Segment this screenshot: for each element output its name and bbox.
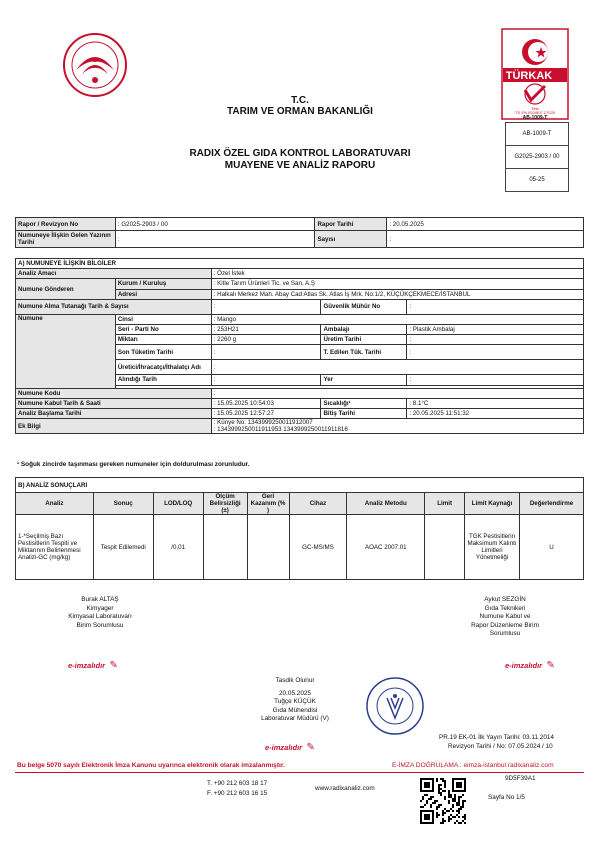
extra-info-label: Ek Bilgi (16, 419, 212, 434)
cell-metot: AOAC 2007.01 (347, 515, 425, 580)
production-label: Üretim Tarihi (321, 335, 407, 345)
cert-report-no: G2025-2903 / 00 (506, 146, 568, 169)
form-first-date: PR.19 EK-01 İlk Yayın Tarihi: 03.11.2014 (439, 734, 554, 741)
type-label: Cinsi (115, 314, 211, 324)
eimza-left: e-imzalıdır ✎ (68, 660, 118, 671)
report-no-label: Rapor / Revizyon No (16, 218, 116, 231)
col-header: Değerlendirme (519, 493, 583, 515)
ministry-seal (62, 32, 128, 98)
batch-value: : 253H21 (211, 324, 321, 334)
address-value: : Halkalı Merkez Mah. Abay Cad Atlas Sk. Atlas İş Mrk. No:1/2, KÜÇÜKÇEKMECE/İSTANBUL (211, 289, 583, 299)
report-date-label: Rapor Tarihi (315, 218, 387, 231)
section-b-title: B) ANALİZ SONUÇLARI (16, 478, 584, 493)
cell-analiz: 1-*Seçilmiş Bazı Pestisitlerin Tespiti ve Miktarının Belirlenmesi Analizi-GC (mg/kg) (16, 515, 94, 580)
minutes-value: : (211, 299, 321, 314)
suggested-date-value: : (407, 345, 584, 360)
cold-chain-note: ¹ Soğuk zincirde taşınması gereken numuneler için doldurulması zorunludur. (17, 461, 250, 468)
turkak-wordmark: TÜRKAK (505, 70, 553, 82)
cert-date: 05-25 (529, 177, 545, 183)
cell-limit (425, 515, 465, 580)
turkak-logo (501, 28, 569, 120)
temperature-label: Sıcaklığı¹ (321, 398, 407, 408)
signer-right-title: Gıda Teknikeri (484, 604, 526, 612)
letter-date-value: : (115, 231, 315, 248)
place-value: : (407, 375, 584, 385)
turkak-sub1: Test (531, 106, 539, 111)
extra-info-value: : Künye No: 1343999250011912007 : 1343999250011911953 1343999250011911816 (211, 419, 583, 434)
col-header: Geri Kazanım (% ) (247, 493, 289, 515)
quantity-label: Miktarı (115, 335, 211, 345)
approval-date: 20.05.2025 (279, 689, 311, 697)
seal-no-label: Güvenlik Mühür No (321, 299, 407, 314)
signer-right-role: Sorumlusu (489, 630, 521, 638)
producer-value: : (211, 360, 583, 375)
signer-left-name: Burak ALTAŞ (81, 596, 119, 603)
pen-icon: ✎ (306, 742, 315, 753)
qr-code (420, 778, 466, 824)
section-a-title: A) NUMUNEYE İLİŞKİN BİLGİLER (16, 259, 584, 269)
received-date-value: : (211, 375, 321, 385)
production-value: : (407, 335, 584, 345)
col-header: Sonuç (93, 493, 153, 515)
suggested-date-label: T. Edilen Tük. Tarihi (321, 345, 407, 360)
cell-cihaz: GC-MS/MS (289, 515, 347, 580)
end-date-label: Bitiş Tarihi (321, 408, 407, 418)
turkak-sub2: TS EN ISO/IEC 17025 (515, 110, 555, 115)
pen-icon: ✎ (109, 660, 118, 671)
batch-label: Seri - Parti No (115, 324, 211, 334)
report-no-value: : G2025-2903 / 00 (115, 218, 315, 231)
law-text: Bu belge 5070 sayılı Elektronik İmza Kanunu uyarınca elektronik olarak imzalanmıştır. (17, 762, 285, 769)
eimza-right: e-imzalıdır ✎ (505, 660, 555, 671)
verify-link[interactable]: E-İMZA DOĞRULAMA : eimza-istanbul.radixanaliz.com (392, 762, 554, 769)
expiry-value: : (211, 345, 321, 360)
sample-label: Numune (16, 314, 116, 388)
report-name: MUAYENE VE ANALİZ RAPORU (224, 160, 376, 171)
signer-center-title: Gıda Mühendisi (272, 706, 318, 714)
purpose-value: : Özel İstek (211, 269, 583, 279)
turkak-code: AB-1009-T (522, 115, 548, 120)
place-label: Yer (321, 375, 407, 385)
sender-label: Numune Gönderen (16, 279, 116, 299)
lab-name: RADIX ÖZEL GIDA KONTROL LABORATUVARI (189, 148, 411, 159)
received-date-label: Alındığı Tarih (115, 375, 211, 385)
org-line2: TARIM VE ORMAN BAKANLIĞI (227, 106, 373, 117)
col-header: Analiz (16, 493, 94, 515)
acceptance-value: : 15.05.2025 10:54:03 (211, 398, 321, 408)
sample-info-table (15, 258, 584, 434)
org-line1: T.C. (291, 95, 309, 106)
radix-stamp (365, 676, 425, 736)
signer-left-title: Kimyager (86, 604, 114, 612)
acceptance-label: Numune Kabul Tarih & Saati (16, 398, 212, 408)
start-date-value: : 15.05.2025 12:57:27 (211, 408, 321, 418)
seal-no-value: : (407, 299, 584, 314)
accreditation-box (505, 122, 569, 192)
report-date-value: : 20.05.2025 (387, 218, 584, 231)
signer-left-dept: Kimyasal Laboratuvarı (68, 613, 132, 621)
col-header: Limit Kaynağı (465, 493, 520, 515)
quantity-value: : 2260 g (211, 335, 321, 345)
signer-center-role: Laboratuvar Müdürü (V) (261, 715, 329, 723)
signer-right-name: Aykut SEZGİN (484, 596, 526, 603)
start-date-label: Analiz Başlama Tarihi (16, 408, 212, 418)
signer-right-dept1: Numune Kabul ve (479, 613, 531, 621)
sample-code-label: Numune Kodu (16, 388, 212, 398)
letter-date-label: Numuneye İlişkin Gelen Yazının Tarihi (16, 231, 116, 248)
cell-olcum (203, 515, 247, 580)
form-revision: Revizyon Tarihi / No: 07.05.2024 / 10 (448, 743, 553, 750)
cell-deger: U (519, 515, 583, 580)
col-header: LOD/LOQ (153, 493, 203, 515)
end-date-value: : 20.05.2025 11:51:32 (407, 408, 584, 418)
purpose-label: Analiz Amacı (16, 269, 212, 279)
address-label: Adresi (115, 289, 211, 299)
signer-left-role: Birim Sorumlusu (76, 621, 124, 629)
col-header: Cihaz (289, 493, 347, 515)
type-value: : Mango (211, 314, 583, 324)
minutes-label: Numune Alma Tutanağı Tarih & Sayısı (16, 299, 212, 314)
eimza-center: e-imzalıdır ✎ (265, 742, 315, 753)
count-label: Sayısı (315, 231, 387, 248)
cert-code: AB-1009-T (506, 123, 568, 146)
sample-code-value: : (211, 388, 583, 398)
col-header: Ölçüm Belirsizliği (±) (203, 493, 247, 515)
signature-right (450, 596, 560, 639)
report-info-table (15, 217, 584, 248)
analysis-results-table (15, 477, 584, 580)
expiry-label: Son Tüketim Tarihi (115, 345, 211, 360)
signer-center-name: Tuğçe KÜÇÜK (274, 698, 316, 706)
phone: T. +90 212 603 18 17 (207, 780, 268, 787)
col-header: Analiz Metodu (347, 493, 425, 515)
signature-center (240, 677, 350, 724)
package-label: Ambalajı (321, 324, 407, 334)
cell-kaynak: TGK Pestisitlerin Maksimum Kalıntı Limitleri Yönetmeliği (465, 515, 520, 580)
col-header: Limit (425, 493, 465, 515)
fax: F. +90 212 603 16 15 (207, 790, 268, 797)
institution-value: : Kitle Tarım Ürünleri Tic. ve San. A.Ş (211, 279, 583, 289)
institution-label: Kurum / Kuruluş (115, 279, 211, 289)
temperature-value: : 8.1°C (407, 398, 584, 408)
package-value: : Plastik Ambalaj (407, 324, 584, 334)
footer-divider (15, 772, 584, 773)
approval-text: Tasdik Olunur (275, 677, 315, 684)
cell-geri (247, 515, 289, 580)
pen-icon: ✎ (546, 660, 555, 671)
cell-sonuc: Tespit Edilemedi (93, 515, 153, 580)
signature-left (50, 596, 150, 630)
count-value: : (387, 231, 584, 248)
page-number: Sayfa No 1/5 (488, 794, 525, 801)
website[interactable]: www.radixanaliz.com (315, 785, 375, 792)
signer-right-dept2: Rapor Düzenleme Birim (471, 621, 539, 629)
producer-label: Üretici/İhracatçı/İthalatçı Adı (115, 360, 211, 375)
verification-code: 9D5F39A1 (505, 775, 536, 782)
table-row (16, 515, 584, 580)
cell-lod: /0,01 (153, 515, 203, 580)
